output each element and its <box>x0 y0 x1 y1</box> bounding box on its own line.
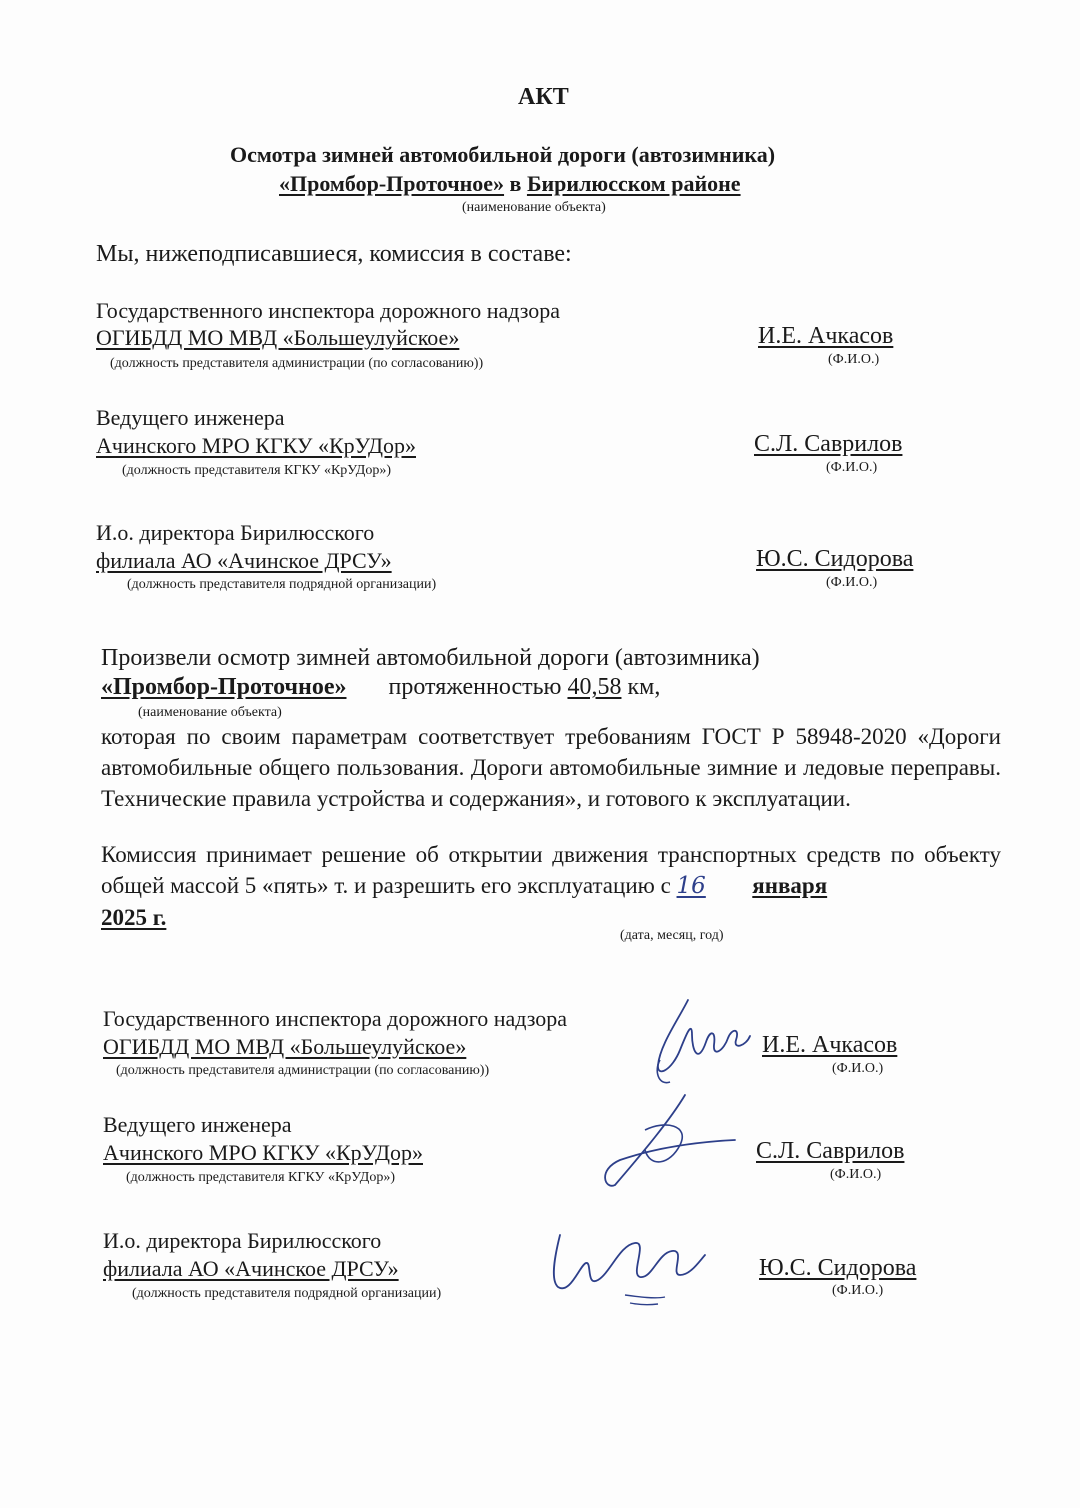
body-paragraph-1: которая по своим параметрам соответствует требованиям ГОСТ Р 58948-2020 «Дороги автомобильные общего пользования. Дороги автомобильные зимние и ледовые переправы. Технические правила устройства и содержания», и готового к эксплуатации. <box>101 724 1001 811</box>
signer-fio-caption: (Ф.И.О.) <box>832 1061 884 1076</box>
member-name: Ю.С. Сидорова <box>756 546 914 572</box>
object-caption: (наименование объекта) <box>462 200 606 215</box>
member-position-line2: филиала АО «Ачинское ДРСУ» <box>96 548 392 573</box>
date-day: 16 <box>676 873 706 899</box>
signer-name: Ю.С. Сидорова <box>759 1255 917 1281</box>
object-in: в <box>509 171 522 196</box>
body-object-caption: (наименование объекта) <box>138 705 282 720</box>
signer-position-line1: Государственного инспектора дорожного надзора <box>103 1006 568 1031</box>
signer-name: С.Л. Саврилов <box>756 1138 905 1164</box>
member-name: И.Е. Ачкасов <box>758 323 894 349</box>
object-district: Бирилюсском районе <box>526 171 741 196</box>
signer-fio-caption: (Ф.И.О.) <box>830 1167 882 1182</box>
member-position-line1: Государственного инспектора дорожного надзора <box>96 298 561 323</box>
date-month: января <box>752 873 828 898</box>
signer-position-line2: ОГИБДД МО МВД «Большеулуйское» <box>103 1034 467 1059</box>
signer-position-line1: Ведущего инженера <box>103 1112 292 1137</box>
signer-position-caption: (должность представителя КГКУ «КрУДор») <box>126 1170 395 1185</box>
member-fio-caption: (Ф.И.О.) <box>826 575 878 590</box>
signer-name: И.Е. Ачкасов <box>762 1032 898 1058</box>
signer-position-line2: Ачинского МРО КГКУ «КрУДор» <box>103 1140 423 1165</box>
handwritten-signature-1 <box>640 990 760 1090</box>
document-title: АКТ <box>518 84 569 110</box>
length-prefix: протяженностью <box>388 674 562 700</box>
member-position-caption: (должность представителя подрядной организации) <box>127 577 437 592</box>
object-name: «Промбор-Проточное» <box>279 171 505 196</box>
date-caption: (дата, месяц, год) <box>620 928 724 943</box>
member-position-line2: ОГИБДД МО МВД «Большеулуйское» <box>96 325 460 350</box>
member-fio-caption: (Ф.И.О.) <box>826 460 878 475</box>
body-paragraph-2-text: Комиссия принимает решение об открытии движения транспортных средств по объекту общей массой 5 «пять» т. и разрешить его эксплуатацию с <box>101 842 1001 898</box>
document-subtitle: Осмотра зимней автомобильной дороги (автозимника) <box>230 142 776 167</box>
member-position-line2: Ачинского МРО КГКУ «КрУДор» <box>96 433 416 458</box>
body-line1: Произвели осмотр зимней автомобильной дороги (автозимника) <box>101 645 760 671</box>
body-object-name: «Промбор-Проточное» <box>101 674 347 700</box>
object-title-line <box>279 171 741 197</box>
member-name: С.Л. Саврилов <box>754 431 903 457</box>
body-paragraph-2 <box>101 839 1001 933</box>
member-fio-caption: (Ф.И.О.) <box>828 352 880 367</box>
signer-position-caption: (должность представителя подрядной организации) <box>132 1286 442 1301</box>
member-position-caption: (должность представителя администрации (по согласованию)) <box>110 356 484 371</box>
date-year: 2025 г. <box>101 905 167 930</box>
member-position-caption: (должность представителя КГКУ «КрУДор») <box>122 463 391 478</box>
member-position-line1: Ведущего инженера <box>96 405 285 430</box>
signer-position-caption: (должность представителя администрации (по согласованию)) <box>116 1063 490 1078</box>
intro-text: Мы, нижеподписавшиеся, комиссия в составе: <box>96 241 572 267</box>
handwritten-signature-2 <box>575 1090 745 1200</box>
signer-fio-caption: (Ф.И.О.) <box>832 1283 884 1298</box>
signer-position-line2: филиала АО «Ачинское ДРСУ» <box>103 1256 399 1281</box>
body-object-line <box>101 674 660 701</box>
signer-position-line1: И.о. директора Бирилюсского <box>103 1228 382 1253</box>
length-unit: км, <box>627 674 661 700</box>
handwritten-signature-3 <box>540 1225 710 1315</box>
length-value: 40,58 <box>567 674 622 700</box>
member-position-line1: И.о. директора Бирилюсского <box>96 520 375 545</box>
